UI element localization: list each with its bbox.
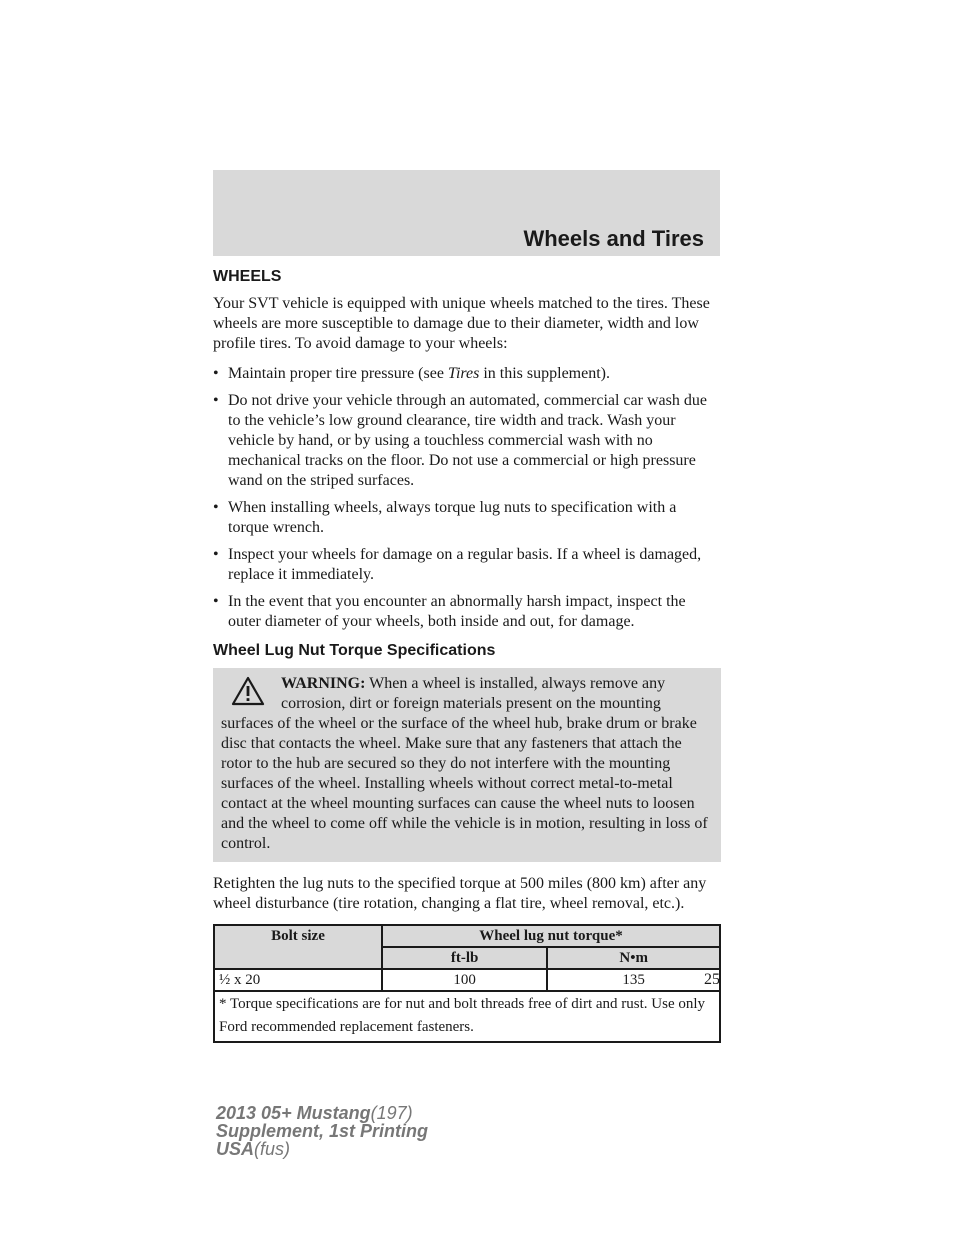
bullet-item bbox=[213, 391, 721, 491]
col-header-nm: N•m bbox=[547, 947, 720, 969]
warning-triangle-icon bbox=[231, 676, 265, 706]
section-header-band bbox=[213, 170, 720, 256]
cell-ftlb: 100 bbox=[382, 969, 547, 991]
warning-box bbox=[213, 668, 721, 862]
bullet-item bbox=[213, 545, 721, 585]
bullet-text: Inspect your wheels for damage on a regular basis. If a wheel is damaged, replace it immediately. bbox=[228, 546, 702, 583]
table-footnote-row bbox=[214, 991, 720, 1042]
table-header-row bbox=[214, 925, 720, 947]
footer-line-1 bbox=[216, 1104, 428, 1122]
bullet-dot: • bbox=[213, 546, 219, 563]
bullet-dot: • bbox=[213, 593, 219, 610]
page-number: 25 bbox=[704, 971, 720, 988]
footer-model: 2013 05+ Mustang bbox=[216, 1103, 371, 1123]
table-row bbox=[214, 969, 720, 991]
col-header-torque: Wheel lug nut torque* bbox=[382, 925, 720, 947]
warning-text: When a wheel is installed, always remove any corrosion, dirt or foreign materials present on the mounting surfaces of the wheel or the surface of the wheel hub, brake drum or brake disc that contacts the wheel. Make sure that any fasteners that attach the rotor to the hub are secured so they do not interfere with the mounting surfaces of the wheel. Installing wheels without correct metal-to-metal contact at the wheel mounting surfaces can cause the wheel nuts to loosen and the wheel to come off while the vehicle is in motion, resulting in loss of control. bbox=[221, 675, 708, 852]
footer-market-code: (fus) bbox=[254, 1139, 291, 1159]
footer-line-3 bbox=[216, 1140, 428, 1158]
tires-reference: Tires bbox=[447, 365, 480, 382]
wheels-heading: WHEELS bbox=[213, 268, 282, 285]
page-content bbox=[213, 268, 721, 1043]
bullet-dot: • bbox=[213, 499, 219, 516]
bullet-dot: • bbox=[213, 365, 219, 382]
warning-label: WARNING: bbox=[281, 675, 366, 692]
bullet-item bbox=[213, 364, 721, 384]
bullet-text: In the event that you encounter an abnormally harsh impact, inspect the outer diameter of your wheels, both inside and out, for damage. bbox=[228, 593, 686, 630]
bullet-item bbox=[213, 592, 721, 632]
bullet-text: Do not drive your vehicle through an automated, commercial car wash due to the vehicle’s low ground clearance, tire width and track. Wash your vehicle by hand, or by using a touchless commercial wash with no mechanical tracks on the floor. Do not use a commercial or high pressure wand on the striped surfaces. bbox=[228, 392, 707, 489]
bullet-text: Maintain proper tire pressure (see bbox=[228, 365, 448, 382]
bullet-dot: • bbox=[213, 392, 219, 409]
wheels-bullet-list bbox=[213, 364, 721, 632]
footer-market: USA bbox=[216, 1139, 255, 1159]
retighten-paragraph: Retighten the lug nuts to the specified torque at 500 miles (800 km) after any wheel disturbance (tire rotation, changing a flat tire, wheel removal, etc.). bbox=[213, 875, 707, 912]
cell-nm: 135 bbox=[547, 969, 720, 991]
cell-bolt-size: ½ x 20 bbox=[214, 969, 382, 991]
torque-spec-table bbox=[213, 924, 721, 1043]
section-title: Wheels and Tires bbox=[523, 226, 704, 251]
col-header-ftlb: ft-lb bbox=[382, 947, 547, 969]
bullet-text: in this supplement). bbox=[479, 365, 610, 382]
torque-heading: Wheel Lug Nut Torque Specifications bbox=[213, 642, 496, 659]
footer-line-2: Supplement, 1st Printing bbox=[216, 1121, 429, 1141]
footer-print-info bbox=[216, 1104, 428, 1158]
bullet-text: When installing wheels, always torque lug nuts to specification with a torque wrench. bbox=[228, 499, 677, 536]
table-footnote: * Torque specifications are for nut and bolt threads free of dirt and rust. Use only Ford recommended replacement fasteners. bbox=[214, 991, 720, 1042]
col-header-bolt-size: Bolt size bbox=[214, 925, 382, 969]
wheels-intro: Your SVT vehicle is equipped with unique wheels matched to the tires. These wheels are more susceptible to damage due to their diameter, width and low profile tires. To avoid damage to your wheels: bbox=[213, 295, 710, 352]
bullet-item bbox=[213, 498, 721, 538]
footer-model-code: (197) bbox=[370, 1103, 413, 1123]
